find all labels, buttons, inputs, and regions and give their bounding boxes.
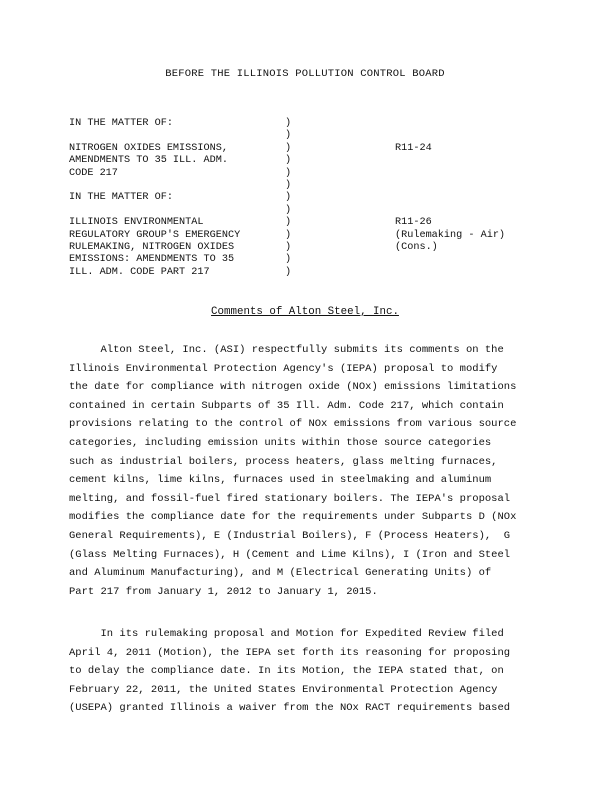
caption-paren: ) bbox=[285, 118, 292, 129]
caption-row bbox=[69, 267, 549, 279]
caption-left: RULEMAKING, NITROGEN OXIDES bbox=[69, 242, 235, 254]
caption-row bbox=[69, 180, 549, 192]
paragraph-line: Part 217 from January 1, 2012 to January 1, 2015. bbox=[69, 585, 378, 598]
caption-left: IN THE MATTER OF: bbox=[69, 192, 173, 204]
paragraph-line: April 4, 2011 (Motion), the IEPA set forth its reasoning for proposing bbox=[69, 646, 511, 659]
caption-left: EMISSIONS: AMENDMENTS TO 35 bbox=[69, 254, 235, 266]
caption-row bbox=[69, 205, 549, 217]
paragraph-line: modifies the compliance date for the requirements under Subparts D (NOx bbox=[69, 511, 517, 524]
paragraph-line: Alton Steel, Inc. (ASI) respectfully submits its comments on the bbox=[69, 344, 504, 356]
caption-paren: ) bbox=[285, 229, 292, 241]
docket-number: R11-26 bbox=[395, 217, 432, 229]
paragraph-line: categories, including emission units within those source categories bbox=[69, 436, 492, 449]
caption-paren: ) bbox=[285, 180, 292, 192]
paragraph-line: provisions relating to the control of NOx emissions from various source bbox=[69, 418, 517, 431]
caption-paren: ) bbox=[285, 242, 292, 254]
paragraph-line: (USEPA) granted Illinois a waiver from the NOx RACT requirements based bbox=[69, 702, 511, 715]
caption-row bbox=[69, 118, 549, 130]
paragraph-line: In its rulemaking proposal and Motion for Expedited Review filed bbox=[69, 628, 504, 640]
paragraph-line: and Aluminum Manufacturing), and M (Electrical Generating Units) of bbox=[69, 567, 492, 580]
caption-row bbox=[69, 192, 549, 204]
caption-paren: ) bbox=[285, 142, 292, 154]
caption-paren: ) bbox=[285, 192, 292, 204]
paragraph-line: February 22, 2011, the United States Environmental Protection Agency bbox=[69, 683, 498, 696]
paragraph-1 bbox=[69, 341, 545, 601]
caption-paren: ) bbox=[285, 204, 292, 216]
caption-left: REGULATORY GROUP'S EMERGENCY bbox=[69, 229, 241, 241]
caption-paren: ) bbox=[285, 217, 292, 229]
docket-type: (Rulemaking - Air) bbox=[395, 229, 506, 241]
board-title: BEFORE THE ILLINOIS POLLUTION CONTROL BOARD bbox=[165, 68, 445, 80]
caption-left: IN THE MATTER OF: bbox=[69, 118, 173, 129]
caption-row bbox=[69, 143, 549, 155]
paragraph-line: the date for compliance with nitrogen oxide (NOx) emissions limitations bbox=[69, 381, 517, 394]
caption-row bbox=[69, 242, 549, 254]
caption-left: NITROGEN OXIDES EMISSIONS, bbox=[69, 142, 228, 154]
case-caption bbox=[69, 118, 549, 279]
paragraph-line: Illinois Environmental Protection Agency's (IEPA) proposal to modify bbox=[69, 362, 498, 375]
caption-row bbox=[69, 230, 549, 242]
caption-row bbox=[69, 217, 549, 229]
caption-row bbox=[69, 168, 549, 180]
comments-heading-text: Comments of Alton Steel, Inc. bbox=[211, 306, 399, 318]
caption-row bbox=[69, 155, 549, 167]
docket-number: R11-24 bbox=[395, 142, 432, 154]
paragraph-line: General Requirements), E (Industrial Boilers), F (Process Heaters), G bbox=[69, 529, 511, 542]
caption-row bbox=[69, 254, 549, 266]
caption-left: ILL. ADM. CODE PART 217 bbox=[69, 266, 210, 278]
comments-heading bbox=[0, 306, 610, 318]
paragraph-line: contained in certain Subparts of 35 Ill. Adm. Code 217, which contain bbox=[69, 399, 504, 412]
caption-paren: ) bbox=[285, 130, 292, 142]
paragraph-line: to delay the compliance date. In its Motion, the IEPA stated that, on bbox=[69, 665, 504, 678]
paragraph-line: melting, and fossil-fuel fired stationary boilers. The IEPA's proposal bbox=[69, 492, 511, 505]
caption-paren: ) bbox=[285, 155, 292, 167]
caption-paren: ) bbox=[285, 266, 292, 278]
caption-paren: ) bbox=[285, 254, 292, 266]
paragraph-2 bbox=[69, 625, 545, 718]
caption-left: CODE 217 bbox=[69, 167, 118, 179]
caption-paren: ) bbox=[285, 167, 292, 179]
caption-left: ILLINOIS ENVIRONMENTAL bbox=[69, 217, 204, 229]
caption-left: AMENDMENTS TO 35 ILL. ADM. bbox=[69, 155, 228, 167]
paragraph-line: such as industrial boilers, process heaters, glass melting furnaces, bbox=[69, 455, 498, 468]
paragraph-line: cement kilns, lime kilns, furnaces used in steelmaking and aluminum bbox=[69, 474, 492, 487]
paragraph-line: (Glass Melting Furnaces), H (Cement and Lime Kilns), I (Iron and Steel bbox=[69, 548, 511, 561]
docket-consolidated: (Cons.) bbox=[395, 242, 438, 254]
caption-row bbox=[69, 130, 549, 142]
